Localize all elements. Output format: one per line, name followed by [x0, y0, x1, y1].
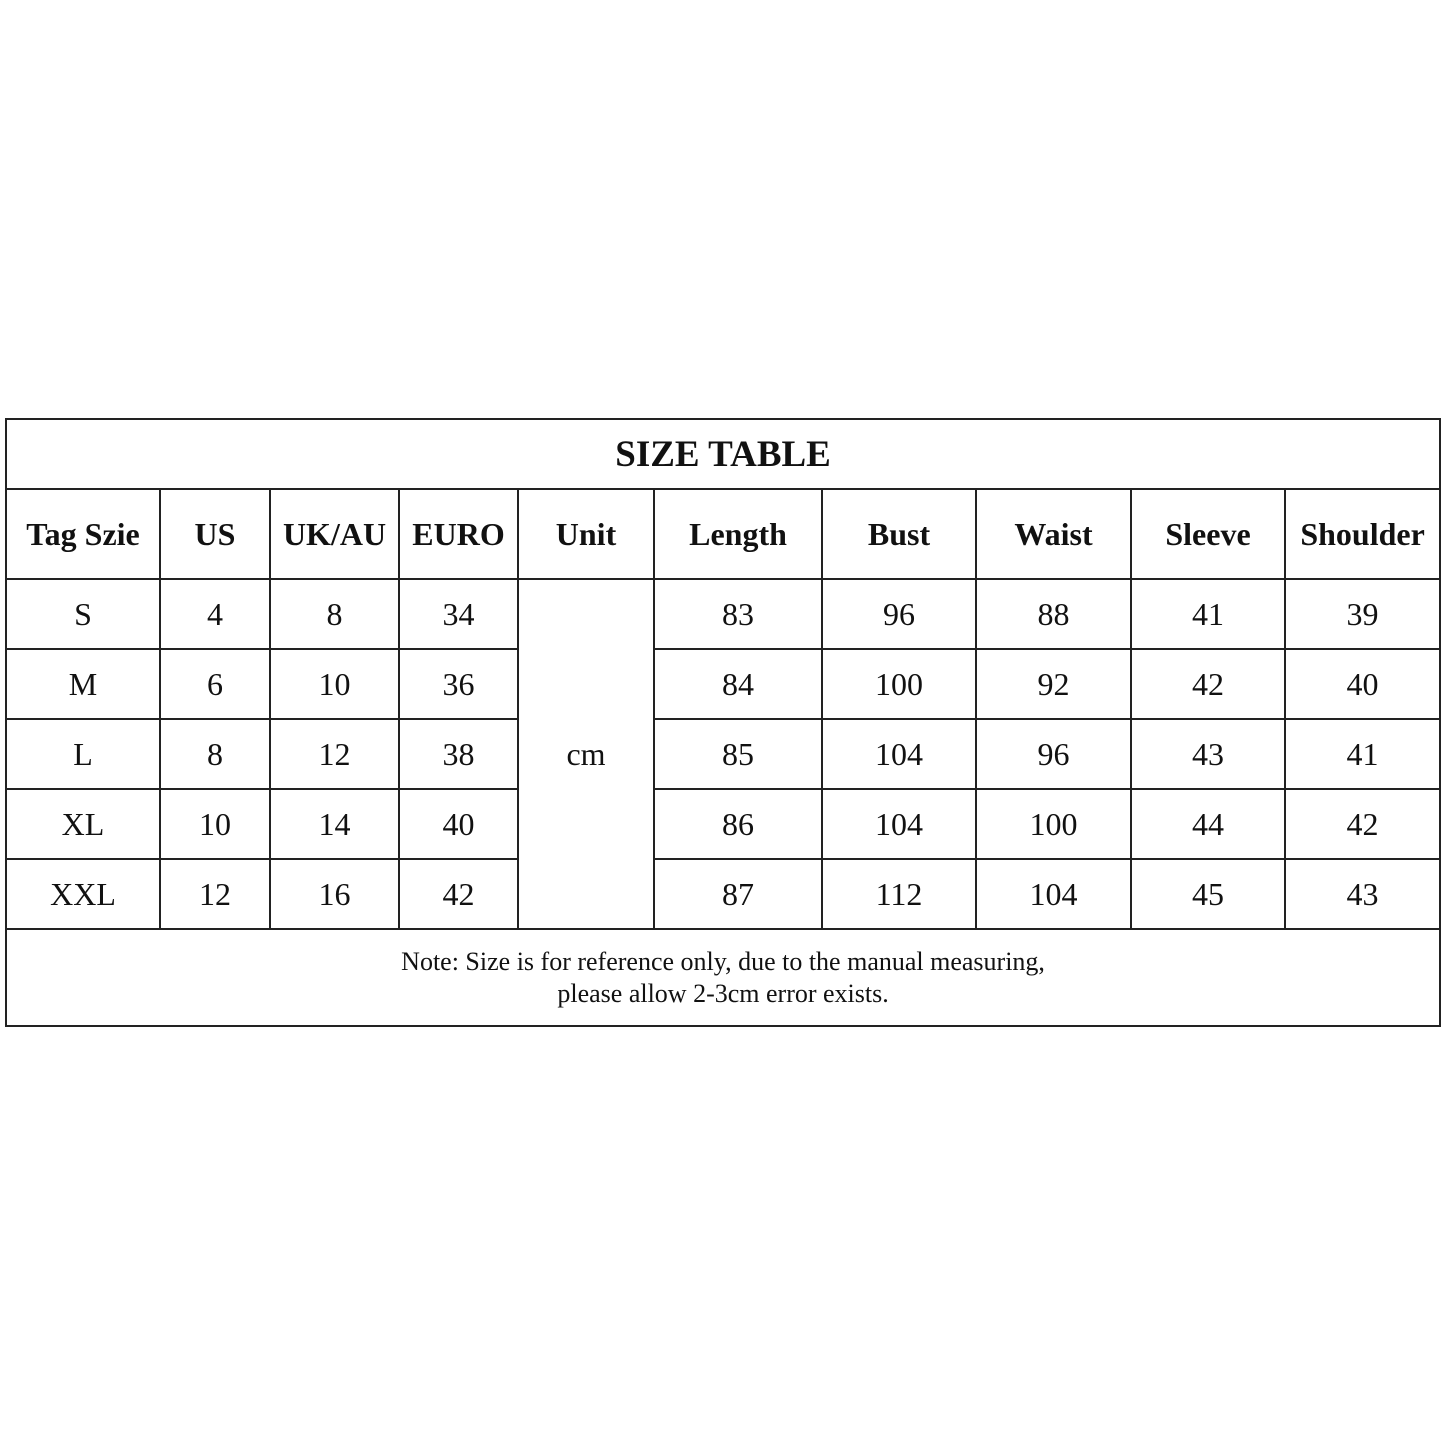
cell-uk-au: 14 [270, 789, 399, 859]
header-waist: Waist [976, 489, 1131, 579]
cell-waist: 88 [976, 579, 1131, 649]
cell-sleeve: 42 [1131, 649, 1285, 719]
header-shoulder: Shoulder [1285, 489, 1440, 579]
cell-bust: 104 [822, 789, 976, 859]
cell-bust: 104 [822, 719, 976, 789]
note-line-1: Note: Size is for reference only, due to the manual measuring, [401, 946, 1045, 976]
cell-us: 8 [160, 719, 270, 789]
cell-uk-au: 8 [270, 579, 399, 649]
cell-bust: 112 [822, 859, 976, 929]
cell-euro: 34 [399, 579, 518, 649]
header-bust: Bust [822, 489, 976, 579]
cell-tag: S [6, 579, 160, 649]
cell-sleeve: 44 [1131, 789, 1285, 859]
cell-tag: XXL [6, 859, 160, 929]
note-line-2: please allow 2-3cm error exists. [557, 978, 889, 1008]
header-unit: Unit [518, 489, 654, 579]
cell-sleeve: 41 [1131, 579, 1285, 649]
header-row [6, 489, 1440, 579]
cell-shoulder: 43 [1285, 859, 1440, 929]
cell-length: 83 [654, 579, 822, 649]
size-note [6, 929, 1440, 1026]
cell-tag: L [6, 719, 160, 789]
table-title: SIZE TABLE [6, 419, 1440, 489]
cell-uk-au: 12 [270, 719, 399, 789]
cell-shoulder: 39 [1285, 579, 1440, 649]
table-row [6, 649, 1440, 719]
cell-us: 12 [160, 859, 270, 929]
cell-bust: 96 [822, 579, 976, 649]
note-row [6, 929, 1440, 1026]
header-tag-size: Tag Szie [6, 489, 160, 579]
cell-length: 84 [654, 649, 822, 719]
table-row [6, 579, 1440, 649]
header-uk-au: UK/AU [270, 489, 399, 579]
cell-sleeve: 43 [1131, 719, 1285, 789]
cell-waist: 96 [976, 719, 1131, 789]
size-table [5, 418, 1441, 1027]
cell-sleeve: 45 [1131, 859, 1285, 929]
cell-tag: XL [6, 789, 160, 859]
cell-waist: 92 [976, 649, 1131, 719]
header-sleeve: Sleeve [1131, 489, 1285, 579]
cell-shoulder: 42 [1285, 789, 1440, 859]
table-row [6, 859, 1440, 929]
cell-length: 87 [654, 859, 822, 929]
cell-bust: 100 [822, 649, 976, 719]
cell-euro: 36 [399, 649, 518, 719]
cell-length: 86 [654, 789, 822, 859]
cell-shoulder: 40 [1285, 649, 1440, 719]
cell-uk-au: 16 [270, 859, 399, 929]
cell-uk-au: 10 [270, 649, 399, 719]
cell-shoulder: 41 [1285, 719, 1440, 789]
cell-us: 10 [160, 789, 270, 859]
cell-waist: 100 [976, 789, 1131, 859]
header-us: US [160, 489, 270, 579]
title-row [6, 419, 1440, 489]
cell-euro: 40 [399, 789, 518, 859]
header-length: Length [654, 489, 822, 579]
cell-length: 85 [654, 719, 822, 789]
cell-euro: 42 [399, 859, 518, 929]
cell-euro: 38 [399, 719, 518, 789]
cell-tag: M [6, 649, 160, 719]
table-row [6, 789, 1440, 859]
header-euro: EURO [399, 489, 518, 579]
table-row [6, 719, 1440, 789]
cell-us: 6 [160, 649, 270, 719]
cell-unit: cm [518, 579, 654, 929]
cell-waist: 104 [976, 859, 1131, 929]
cell-us: 4 [160, 579, 270, 649]
